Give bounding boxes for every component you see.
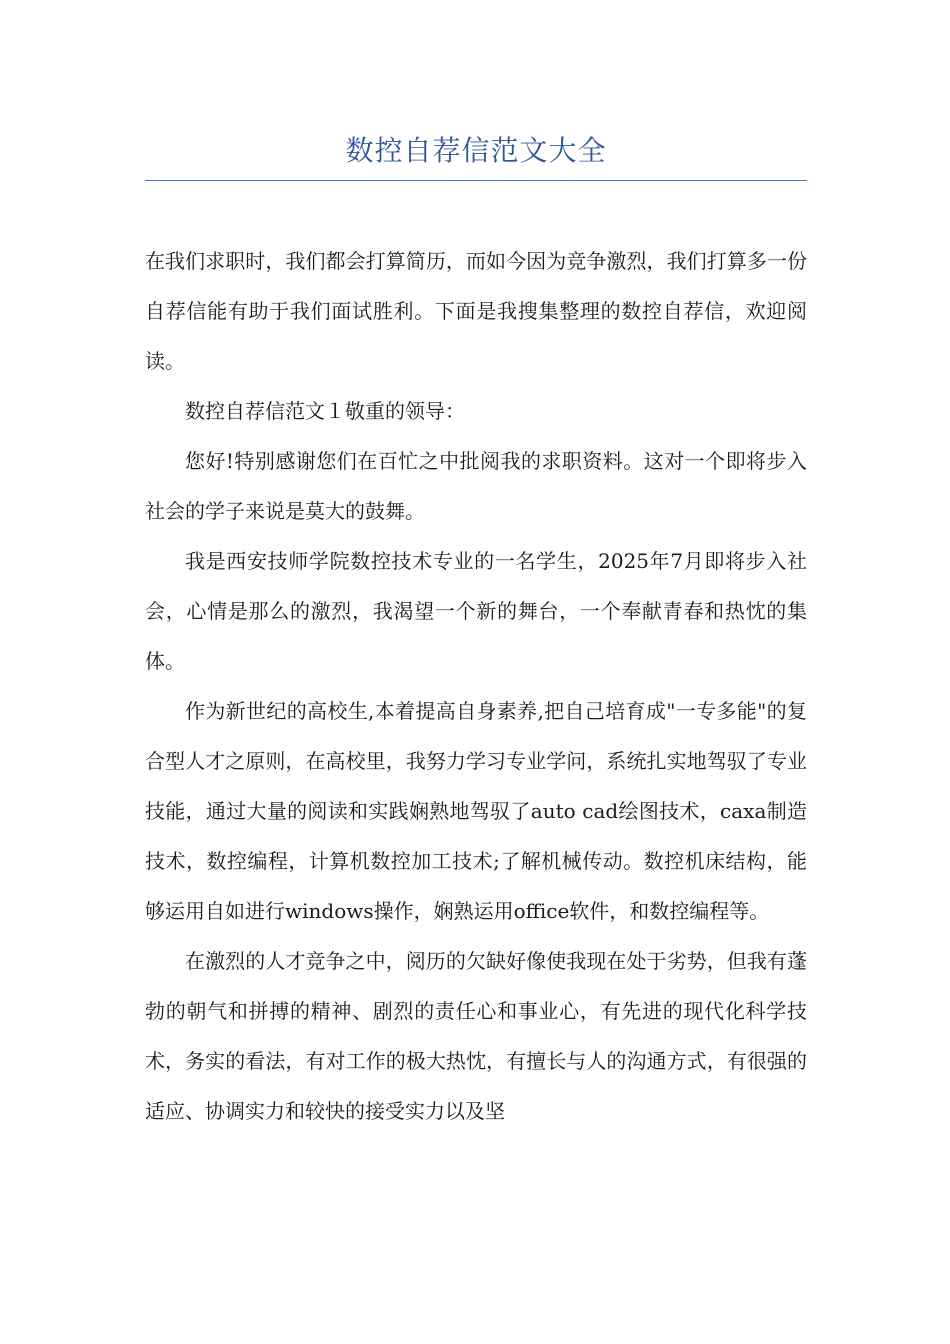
paragraph-salutation: 数控自荐信范文１敬重的领导： bbox=[185, 399, 465, 423]
document-title: 数控自荐信范文大全 bbox=[345, 134, 607, 167]
paragraph-greeting: 您好!特别感谢您们在百忙之中批阅我的求职资料。这对一个即将步入社会的学子来说是莫大的鼓舞。 bbox=[145, 449, 807, 523]
title-underline bbox=[145, 180, 807, 181]
document-body bbox=[145, 236, 807, 1136]
paragraph-self-intro: 我是西安技师学院数控技术专业的一名学生，2025年7月即将步入社会，心情是那么的激烈，我渴望一个新的舞台，一个奉献青春和热忱的集体。 bbox=[145, 549, 807, 673]
paragraph-strengths: 在激烈的人才竞争之中，阅历的欠缺好像使我现在处于劣势，但我有蓬勃的朝气和拼搏的精神、剧烈的责任心和事业心，有先进的现代化科学技术，务实的看法，有对工作的极大热忱，有擅长与人的沟通方式，有很强的适应、协调实力和较快的接受实力以及坚 bbox=[145, 949, 807, 1123]
paragraph-intro: 在我们求职时，我们都会打算简历，而如今因为竞争激烈，我们打算多一份自荐信能有助于我们面试胜利。下面是我搜集整理的数控自荐信，欢迎阅读。 bbox=[145, 249, 807, 373]
paragraph-skills: 作为新世纪的高校生,本着提高自身素养,把自己培育成"一专多能"的复合型人才之原则，在高校里，我努力学习专业学问，系统扎实地驾驭了专业技能，通过大量的阅读和实践娴熟地驾驭了auto cad绘图技术，caxa制造技术，数控编程，计算机数控加工技术;了解机械传动。数控机床结构，能够运用自如进行windows操作，娴熟运用office软件，和数控编程等。 bbox=[145, 699, 807, 923]
